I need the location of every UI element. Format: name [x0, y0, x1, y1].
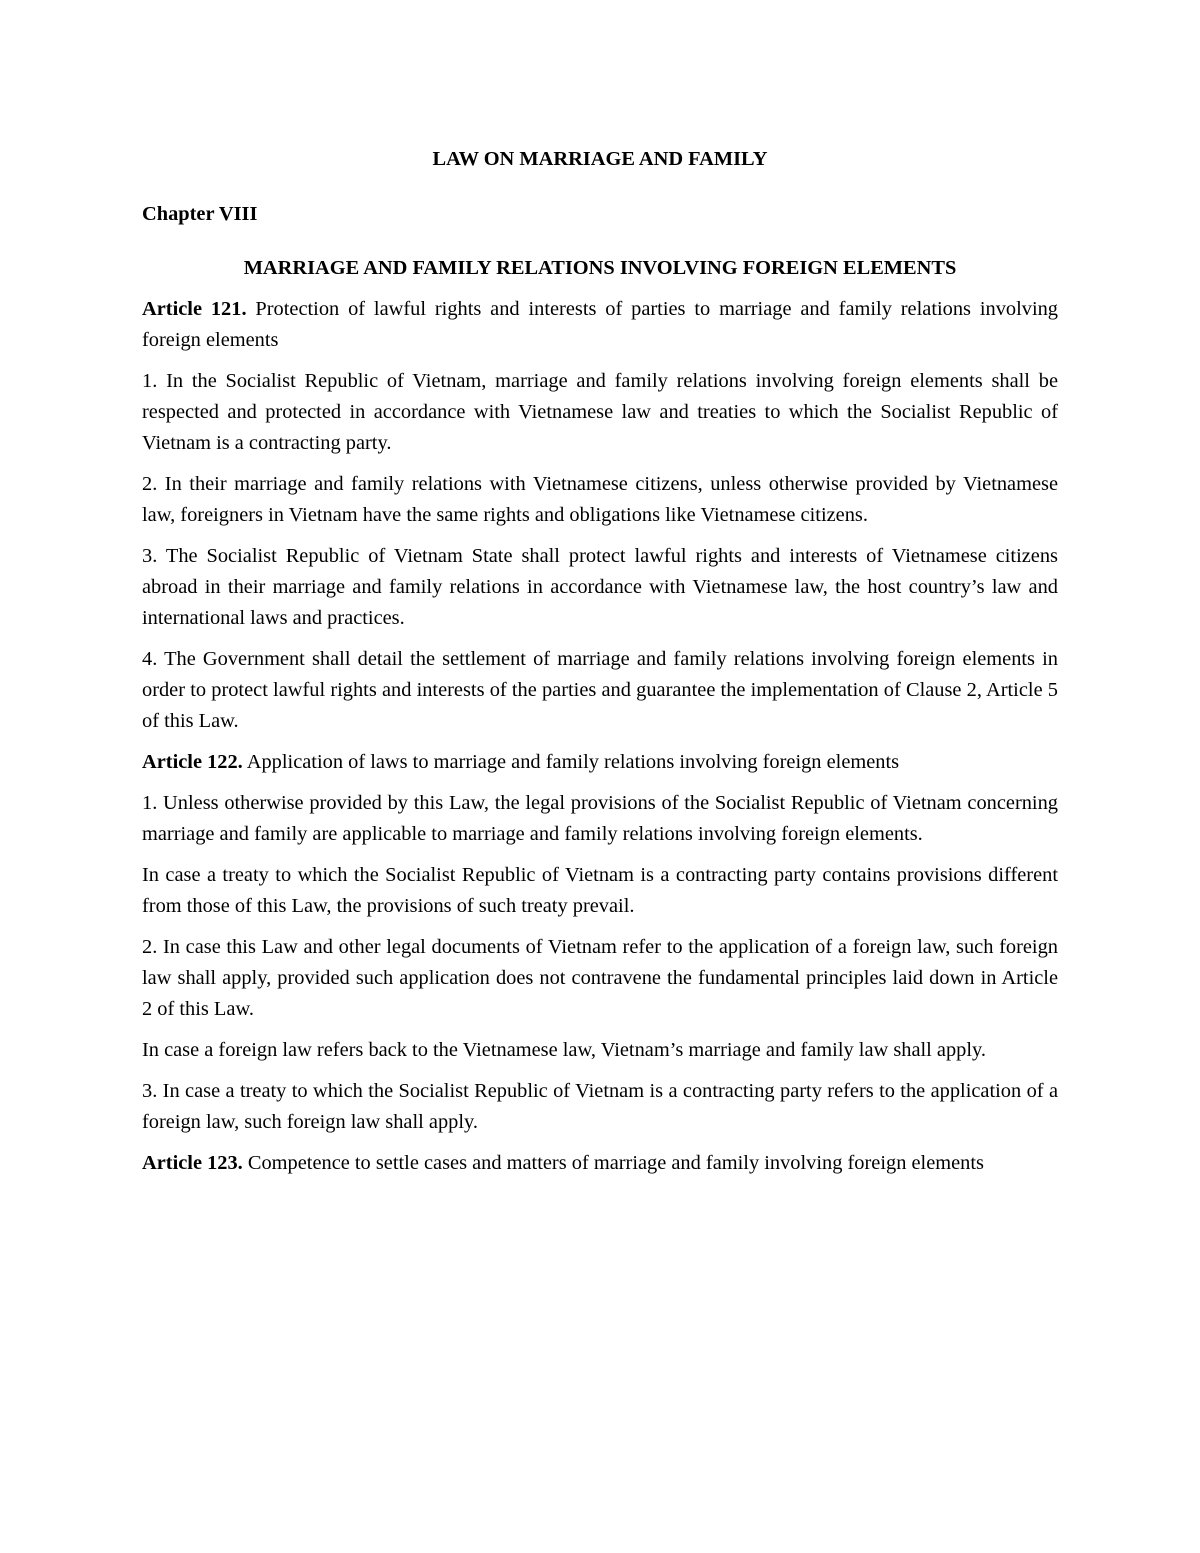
- article-121-clause-4: 4. The Government shall detail the settlement of marriage and family relations involving foreign elements in order to protect lawful rights and interests of the parties and guarantee the implementation of Clause 2, Article 5 of this Law.: [142, 648, 1058, 732]
- article-122-heading: [142, 747, 1058, 778]
- article-123-title: Competence to settle cases and matters of marriage and family involving foreign elements: [242, 1152, 984, 1174]
- article-122-clause-3: 3. In case a treaty to which the Socialist Republic of Vietnam is a contracting party refers to the application of a foreign law, such foreign law shall apply.: [142, 1080, 1058, 1133]
- chapter-number: Chapter VIII: [142, 203, 258, 225]
- article-123-heading: [142, 1148, 1058, 1179]
- article-121-clause-2: 2. In their marriage and family relations with Vietnamese citizens, unless otherwise provided by Vietnamese law, foreigners in Vietnam have the same rights and obligations like Vietnamese citizens.: [142, 473, 1058, 526]
- chapter-title: MARRIAGE AND FAMILY RELATIONS INVOLVING FOREIGN ELEMENTS: [243, 257, 957, 279]
- article-122-title: Application of laws to marriage and family relations involving foreign elements: [242, 751, 900, 773]
- article-122-clause-1-para-2: In case a treaty to which the Socialist Republic of Vietnam is a contracting party contains provisions different from those of this Law, the provisions of such treaty prevail.: [142, 864, 1058, 917]
- article-121-number: Article 121.: [142, 298, 247, 320]
- article-122-number: Article 122.: [142, 751, 243, 773]
- document-title: LAW ON MARRIAGE AND FAMILY: [432, 148, 768, 170]
- article-123-number: Article 123.: [142, 1152, 243, 1174]
- article-121-clause-3: 3. The Socialist Republic of Vietnam State shall protect lawful rights and interests of Vietnamese citizens abroad in their marriage and family relations in accordance with Vietnamese law, the host country’s law and international laws and practices.: [142, 545, 1058, 629]
- article-122-clause-2-para-2: In case a foreign law refers back to the Vietnamese law, Vietnam’s marriage and family law shall apply.: [142, 1039, 987, 1061]
- article-122-clause-2: 2. In case this Law and other legal documents of Vietnam refer to the application of a foreign law, such foreign law shall apply, provided such application does not contravene the fundamental principles laid down in Article 2 of this Law.: [142, 936, 1058, 1020]
- article-121-heading: [142, 294, 1058, 356]
- article-122-clause-1: 1. Unless otherwise provided by this Law, the legal provisions of the Socialist Republic of Vietnam concerning marriage and family are applicable to marriage and family relations involving foreign elements.: [142, 792, 1058, 845]
- article-121-clause-1: 1. In the Socialist Republic of Vietnam, marriage and family relations involving foreign elements shall be respected and protected in accordance with Vietnamese law and treaties to which the Socialist Republic of Vietnam is a contracting party.: [142, 370, 1058, 454]
- article-121-title: Protection of lawful rights and interests of parties to marriage and family relations involving foreign elements: [142, 298, 1059, 351]
